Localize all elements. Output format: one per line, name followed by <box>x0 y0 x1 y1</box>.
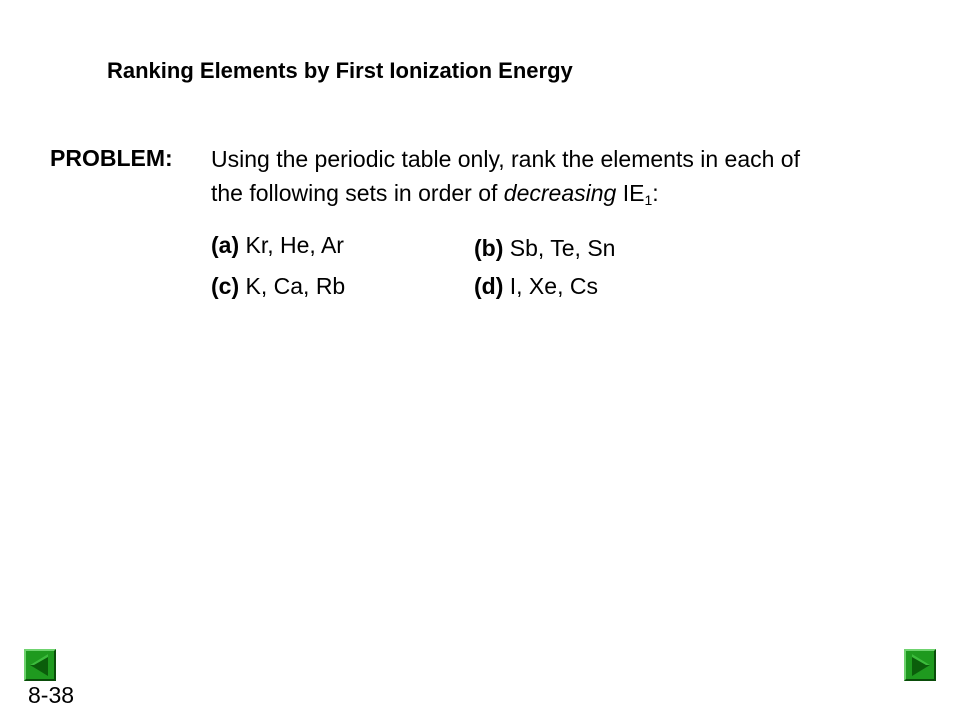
ie-subscript: 1 <box>644 192 653 208</box>
part-a <box>211 232 344 259</box>
problem-text-prefix: the following sets in order of <box>211 180 504 206</box>
part-c <box>211 273 345 300</box>
emphasis-decreasing: decreasing <box>503 180 617 206</box>
part-d-text: I, Xe, Cs <box>503 273 598 299</box>
part-c-text: K, Ca, Rb <box>239 273 346 299</box>
part-b-text: Sb, Te, Sn <box>503 235 616 261</box>
problem-text-line-2 <box>211 179 659 214</box>
part-c-label: (c) <box>211 273 240 299</box>
triangle-left-icon <box>26 651 54 679</box>
problem-label: PROBLEM: <box>50 145 173 171</box>
part-d-label: (d) <box>474 273 504 299</box>
part-b-label: (b) <box>474 235 504 261</box>
next-slide-button[interactable] <box>904 649 936 681</box>
problem-text-line-1: Using the periodic table only, rank the elements in each of <box>211 146 800 172</box>
part-a-text: Kr, He, Ar <box>239 232 344 258</box>
slide-number: 8-38 <box>28 682 75 708</box>
ie-symbol: IE <box>616 180 645 206</box>
slide-title: Ranking Elements by First Ionization Energy <box>107 58 573 83</box>
part-a-label: (a) <box>211 232 240 258</box>
previous-slide-button[interactable] <box>24 649 56 681</box>
triangle-right-icon <box>906 651 934 679</box>
part-b <box>474 235 615 262</box>
part-d <box>474 273 598 300</box>
problem-text-suffix: : <box>652 180 659 206</box>
